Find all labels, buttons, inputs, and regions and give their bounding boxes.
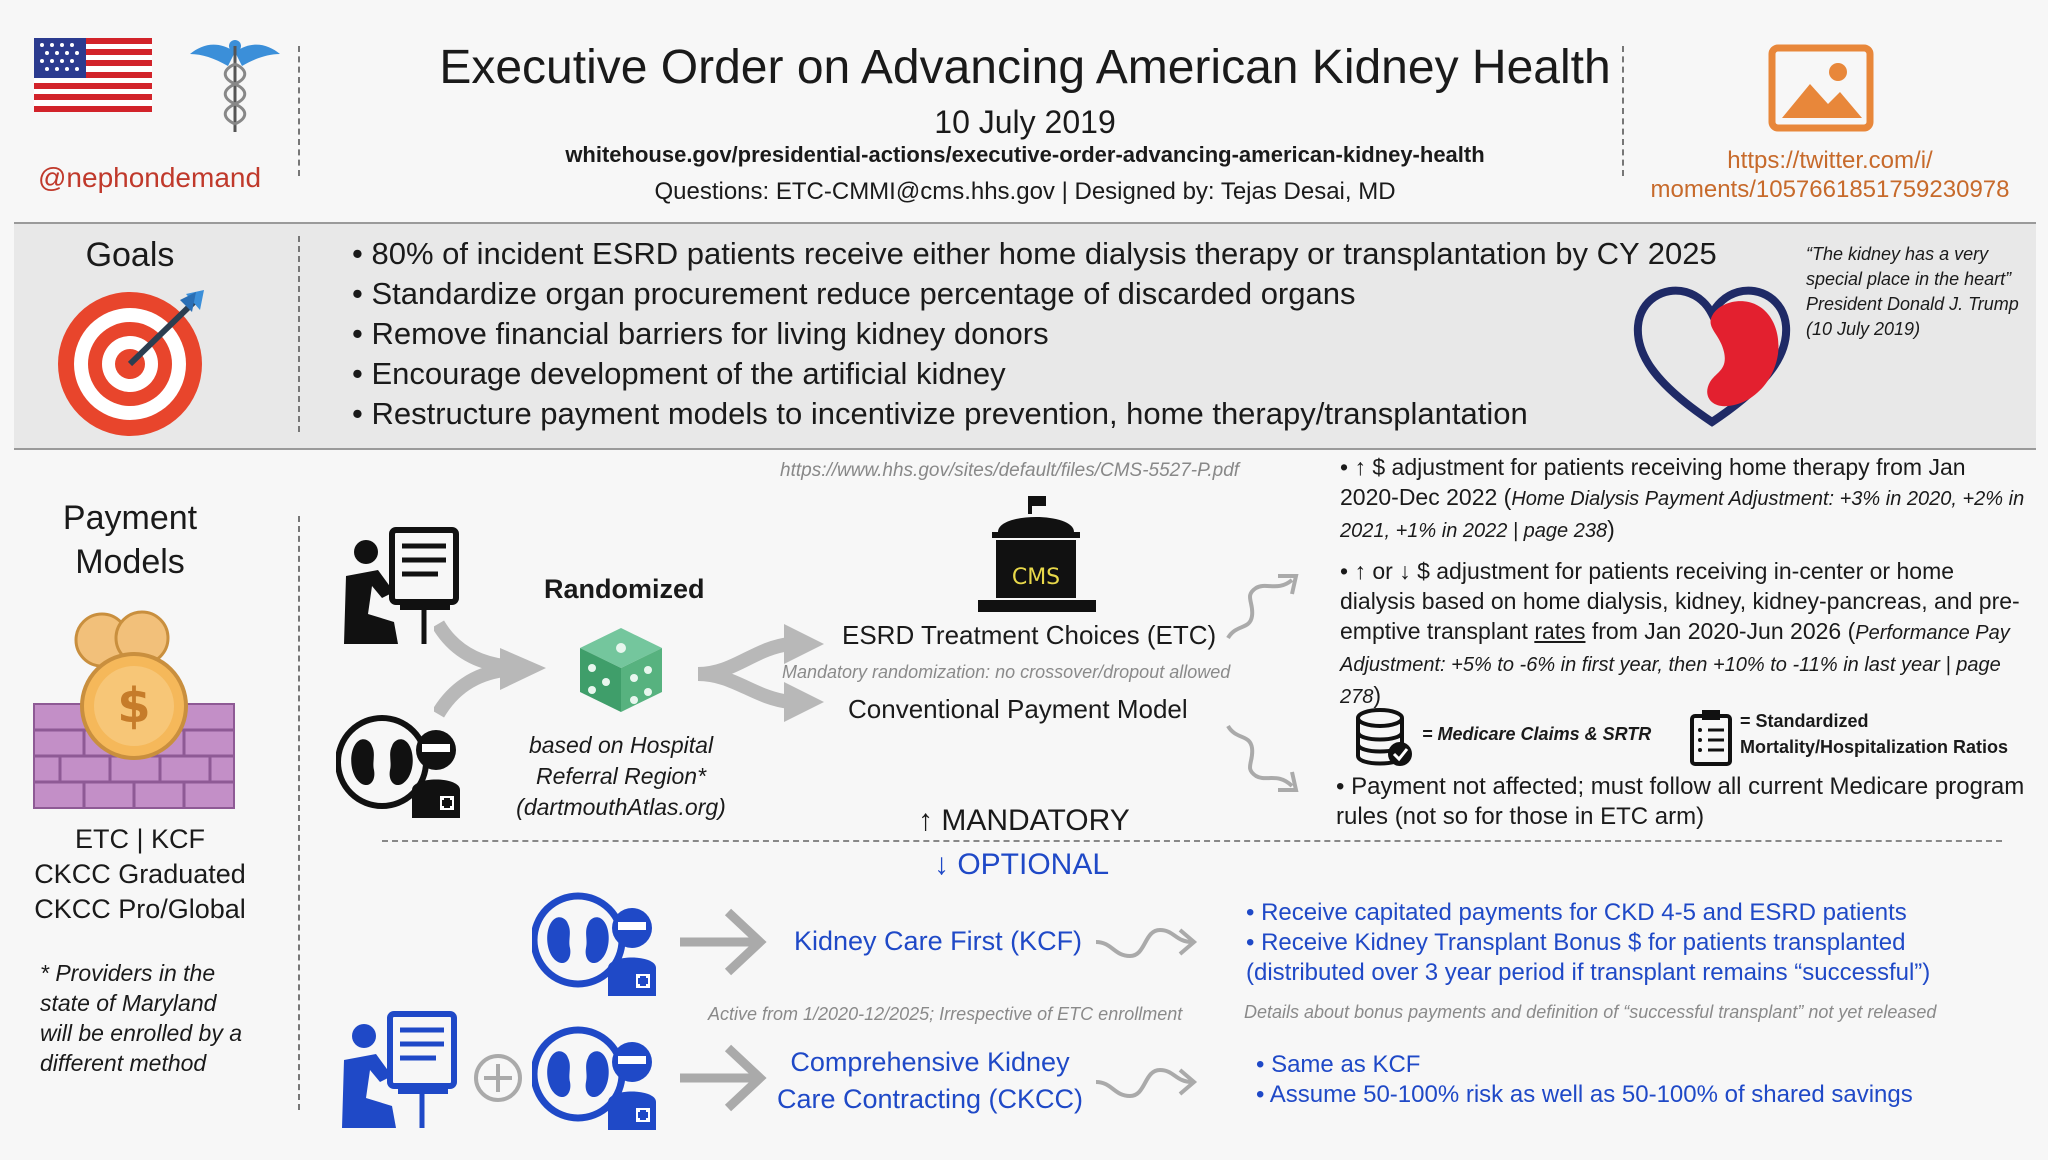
caduceus-icon	[188, 34, 282, 134]
kidney-doctor-icon	[336, 710, 466, 820]
payment-models-label: Payment Models	[62, 499, 198, 581]
merge-arrow-icon	[434, 618, 550, 722]
goal-item: • Remove financial barriers for living kidney donors	[352, 314, 1752, 354]
questions-credit: Questions: ETC-CMMI@cms.hhs.gov | Designed by: Tejas Desai, MD	[654, 178, 1396, 205]
ckcc-kidney-doctor-icon	[532, 1022, 662, 1132]
kcf-kidney-doctor-icon	[532, 888, 662, 998]
maryland-note: * Providers in the state of Maryland will be enrolled by a different method	[40, 960, 243, 1076]
cms-label: CMS	[1011, 565, 1061, 590]
ckcc-patient-icon	[336, 1010, 460, 1130]
twitter-link[interactable]: https://twitter.com/i/ moments/1057661851759230978	[1650, 147, 2010, 203]
ckcc-wavy-arrow-icon	[1092, 1060, 1202, 1104]
ckcc-model: Comprehensive Kidney Care Contracting (CKCC)	[776, 1047, 1084, 1114]
header-divider-left	[298, 46, 300, 176]
target-icon	[54, 288, 214, 438]
hhs-url[interactable]: https://www.hhs.gov/sites/default/files/CMS-5527-P.pdf	[780, 460, 1240, 481]
ckcc-arrow-icon	[676, 1042, 768, 1114]
etc-bullet-home-therapy: • ↑ $ adjustment for patients receiving home therapy from Jan 2020-Dec 2022 (Home Dialysis Payment Adjustment: +3% in 2020, +2% in 2021, +1% in 2022 | page 238)	[1340, 454, 2025, 542]
ratios-legend: = Standardized Mortality/Hospitalization Ratios	[1740, 711, 2009, 757]
conventional-model: Conventional Payment Model	[848, 694, 1188, 724]
kcf-active-note: Active from 1/2020-12/2025; Irrespective of ETC enrollment	[708, 1004, 1183, 1024]
randomized-label: Randomized	[544, 574, 705, 604]
plus-icon	[472, 1052, 524, 1104]
goal-item: • 80% of incident ESRD patients receive either home dialysis therapy or transplantation by CY 2025	[352, 234, 1752, 274]
squiggle-arrow-up-icon	[1222, 566, 1302, 646]
etc-bullet-performance: • ↑ or ↓ $ adjustment for patients receiving in-center or home dialysis based on home dialysis, kidney, kidney-pancreas, and pre-emptive transplant rates from Jan 2020-Jun 2026 (Performance Pay Adjustment: +5% to -6% in first year, then +10% to -11% in last year | page 278)	[1340, 558, 2020, 708]
page-title: Executive Order on Advancing American Kidney Health	[439, 41, 1611, 94]
heart-kidney-icon	[1632, 282, 1792, 432]
kcf-model: Kidney Care First (KCF)	[794, 926, 1083, 956]
kcf-wavy-arrow-icon	[1092, 920, 1202, 964]
image-placeholder-icon	[1768, 44, 1874, 132]
payment-divider	[298, 516, 300, 1110]
dice-icon	[576, 624, 666, 716]
goals-label: Goals	[85, 236, 175, 274]
goal-item: • Standardize organ procurement reduce percentage of discarded organs	[352, 274, 1752, 314]
goal-item: • Encourage development of the artificial kidney	[352, 354, 1752, 394]
squiggle-arrow-down-icon	[1222, 720, 1302, 800]
mandatory-randomization-note: Mandatory randomization: no crossover/dropout allowed	[782, 662, 1231, 682]
optional-label: ↓ OPTIONAL	[934, 848, 1110, 881]
randomization-basis: based on Hospital Referral Region* (dartmouthAtlas.org)	[516, 732, 726, 820]
kcf-arrow-icon	[676, 906, 768, 978]
svg-text:$: $	[117, 678, 151, 734]
cms-building-icon	[974, 494, 1100, 614]
database-icon	[1354, 708, 1416, 768]
claims-legend: = Medicare Claims & SRTR	[1422, 724, 1652, 744]
money-wall-icon	[30, 610, 240, 810]
goal-item: • Restructure payment models to incentivize prevention, home therapy/transplantation	[352, 394, 1752, 434]
source-url[interactable]: whitehouse.gov/presidential-actions/executive-order-advancing-american-kidney-health	[565, 142, 1485, 167]
etc-model: ESRD Treatment Choices (ETC)	[842, 620, 1217, 650]
mandatory-optional-divider	[382, 840, 2002, 842]
model-list: ETC | KCF CKCC Graduated CKCC Pro/Global	[34, 824, 246, 924]
us-flag-icon	[34, 38, 152, 112]
conventional-bullet: • Payment not affected; must follow all current Medicare program rules (not so for those in ETC arm)	[1336, 773, 2025, 830]
trump-quote: “The kidney has a very special place in the heart” President Donald J. Trump (10 July 2019)	[1806, 244, 2019, 339]
kcf-details-note: Details about bonus payments and definition of “successful transplant” not yet released	[1244, 1002, 1937, 1022]
report-icon	[1688, 708, 1734, 768]
kcf-benefits: • Receive capitated payments for CKD 4-5 and ESRD patients • Receive Kidney Transplant Bonus $ for patients transplanted (distributed over 3 year period if transplant remains “successful”)	[1246, 899, 1931, 986]
mandatory-label: ↑ MANDATORY	[918, 804, 1130, 837]
page-date: 10 July 2019	[934, 104, 1116, 140]
twitter-handle[interactable]: @nephondemand	[38, 162, 262, 193]
ckcc-benefits: • Same as KCF • Assume 50-100% risk as well as 50-100% of shared savings	[1256, 1051, 1913, 1108]
goals-divider	[298, 236, 300, 432]
goals-list	[352, 234, 1752, 434]
